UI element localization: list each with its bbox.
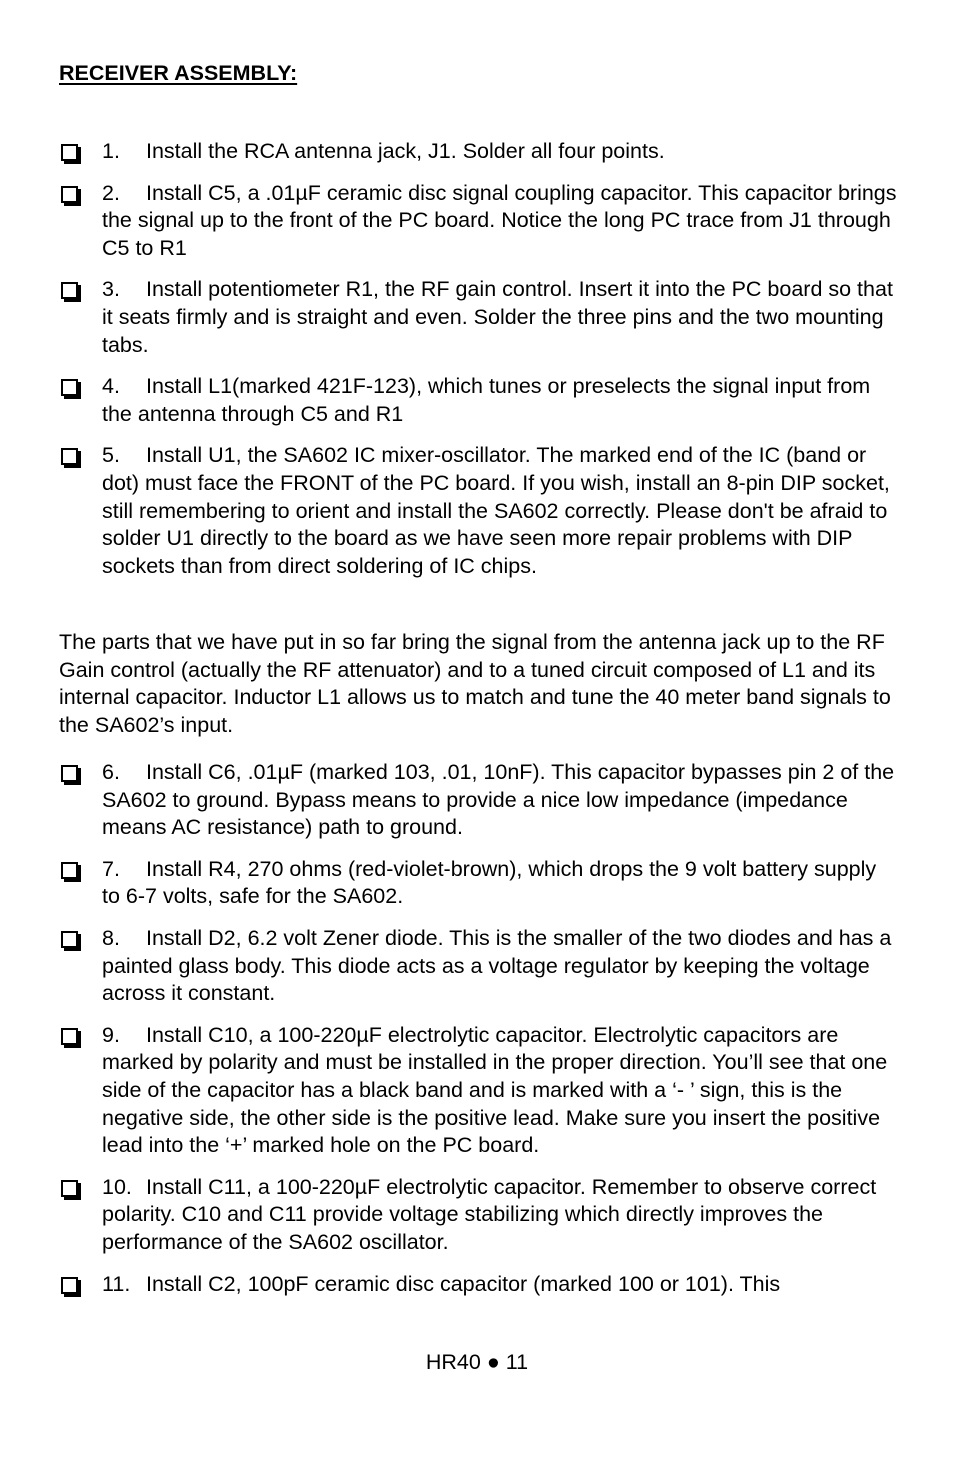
step-number: 2. bbox=[102, 180, 120, 205]
body-paragraph: The parts that we have put in so far bring the signal from the antenna jack up to the RF Gain control (actually the RF attenuator) and to a tuned circuit composed of L1 and its internal capacitor. Inductor L1 allows us to match and tune the 40 meter band signals to the SA602’s input. bbox=[59, 630, 891, 737]
checkbox-icon[interactable] bbox=[61, 186, 78, 203]
checkbox-icon[interactable] bbox=[61, 1180, 78, 1197]
step-number: 6. bbox=[102, 760, 120, 784]
checkbox-icon[interactable] bbox=[61, 1028, 78, 1045]
step-number: 9. bbox=[102, 1022, 120, 1047]
step-number: 11. bbox=[102, 1271, 131, 1296]
step-text: Install U1, the SA602 IC mixer-oscillator. The marked end of the IC (band or dot) must face the FRONT of the PC board. If you wish, install an 8-pin DIP socket, still remembering to orient and install the SA602 correctly. Please don't be afraid to solder U1 directly to the board as we have seen more repair problems with DIP sockets than from direct soldering of IC chips. bbox=[102, 443, 890, 578]
checkbox-icon[interactable] bbox=[61, 448, 78, 465]
step-text: Install C6, .01µF (marked 103, .01, 10nF). This capacitor bypasses pin 2 of the SA602 to ground. Bypass means to provide a nice low impedance (impedance means AC resistance) path to ground. bbox=[102, 760, 895, 840]
step-text: Install the RCA antenna jack, J1. Solder all four points. bbox=[146, 139, 665, 163]
step-item bbox=[59, 1271, 899, 1299]
page-footer: HR40 ● 11 bbox=[425, 1350, 529, 1374]
step-item bbox=[59, 373, 899, 428]
step-item bbox=[59, 1174, 899, 1257]
checkbox-icon[interactable] bbox=[61, 144, 78, 161]
step-text: Install C11, a 100-220µF electrolytic capacitor. Remember to observe correct polarity. C10 and C11 provide voltage stabilizing which directly improves the performance of the SA602 oscillator. bbox=[102, 1174, 877, 1254]
step-item bbox=[59, 180, 899, 263]
step-number: 5. bbox=[102, 443, 120, 468]
checkbox-icon[interactable] bbox=[61, 282, 78, 299]
step-number: 4. bbox=[102, 374, 120, 399]
section-heading: RECEIVER ASSEMBLY: bbox=[59, 61, 298, 85]
step-item bbox=[59, 759, 899, 842]
step-item bbox=[59, 276, 899, 359]
step-item bbox=[59, 1022, 899, 1160]
step-number: 7. bbox=[102, 856, 120, 881]
step-text: Install C2, 100pF ceramic disc capacitor (marked 100 or 101). This bbox=[146, 1271, 781, 1296]
step-text: Install C10, a 100-220µF electrolytic capacitor. Electrolytic capacitors are marked by polarity and must be installed in the proper direction. You’ll see that one side of the capacitor has a black band and is marked with a ‘- ’ sign, this is the negative side, the other side is the positive lead. Make sure you insert the positive lead into the ‘+’ marked hole on the PC board. bbox=[102, 1022, 888, 1158]
checkbox-icon[interactable] bbox=[61, 931, 78, 948]
step-item bbox=[59, 138, 899, 166]
step-text: Install C5, a .01µF ceramic disc signal coupling capacitor. This capacitor brings the signal up to the front of the PC board. Notice the long PC trace from J1 through C5 to R1 bbox=[102, 180, 897, 260]
checkbox-icon[interactable] bbox=[61, 862, 78, 879]
checkbox-icon[interactable] bbox=[61, 1277, 78, 1294]
step-number: 1. bbox=[102, 139, 120, 163]
step-number: 3. bbox=[102, 277, 120, 302]
step-number: 10. bbox=[102, 1174, 132, 1199]
step-item bbox=[59, 856, 899, 911]
checkbox-icon[interactable] bbox=[61, 379, 78, 396]
step-text: Install potentiometer R1, the RF gain control. Insert it into the PC board so that it seats firmly and is straight and even. Solder the three pins and the two mounting tabs. bbox=[102, 277, 893, 357]
step-item bbox=[59, 442, 899, 580]
step-number: 8. bbox=[102, 925, 120, 950]
steps-list-2 bbox=[59, 759, 899, 1312]
step-text: Install R4, 270 ohms (red-violet-brown), which drops the 9 volt battery supply to 6-7 volts, safe for the SA602. bbox=[102, 856, 877, 909]
step-item bbox=[59, 925, 899, 1008]
step-text: Install L1(marked 421F-123), which tunes or preselects the signal input from the antenna through C5 and R1 bbox=[102, 374, 871, 426]
checkbox-icon[interactable] bbox=[61, 765, 78, 782]
step-text: Install D2, 6.2 volt Zener diode. This is the smaller of the two diodes and has a painted glass body. This diode acts as a voltage regulator by keeping the voltage across it constant. bbox=[102, 925, 892, 1006]
steps-list-1 bbox=[59, 138, 899, 594]
